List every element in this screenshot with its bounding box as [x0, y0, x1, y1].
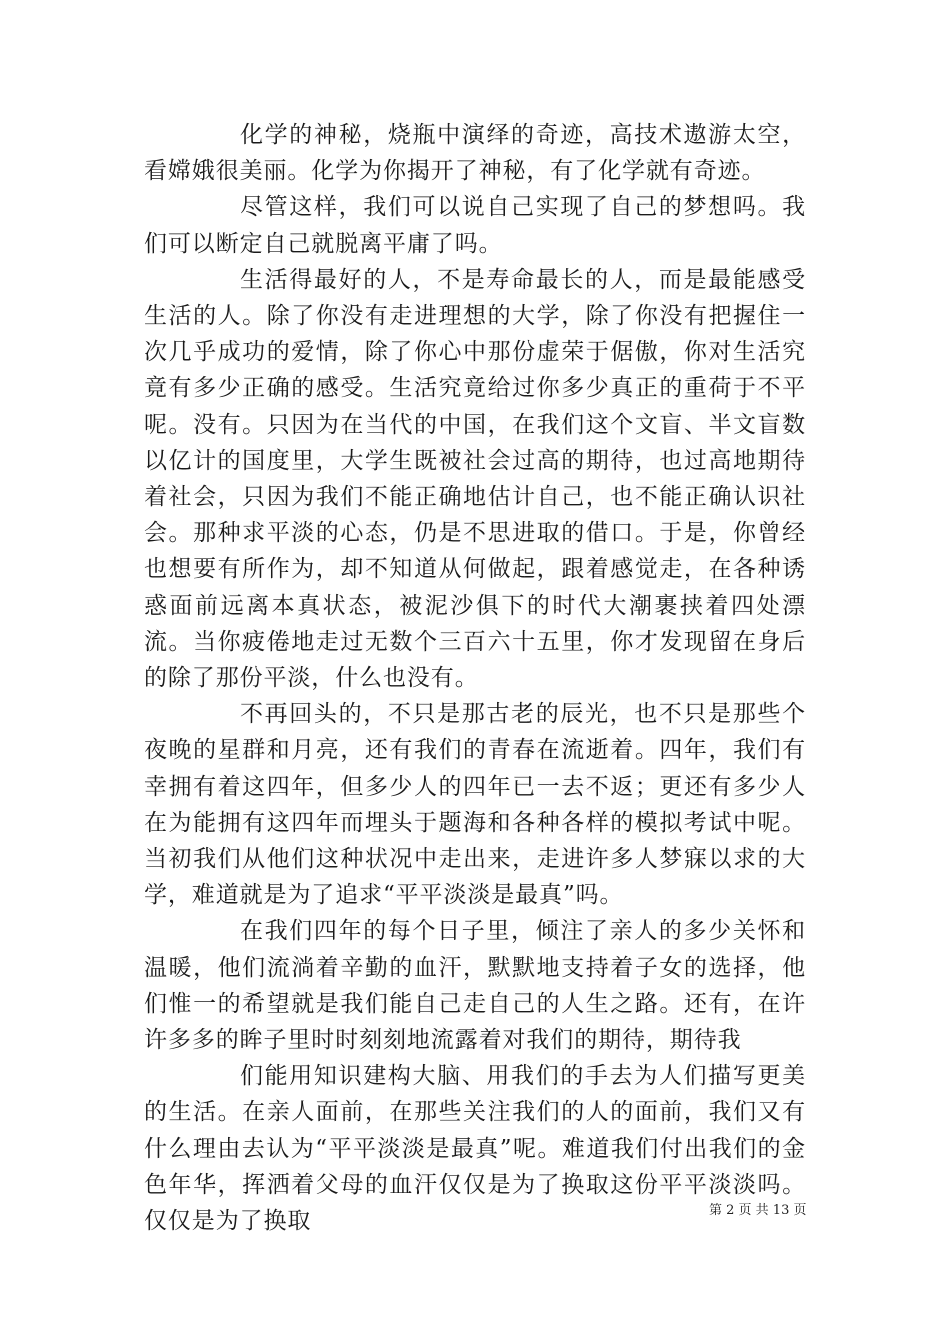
paragraph-youth: 不再回头的，不只是那古老的辰光，也不只是那些个夜晚的星群和月亮，还有我们的青春在流逝着。四年，我们有幸拥有着这四年，但多少人的四年已一去不返；更还有多少人在为能拥有这四年而埋头于题海和各种各样的模拟考试中呢。当初我们从他们这种状况中走出来，走进许多人梦寐以求的大学，难道就是为了追求“平平淡淡是最真”吗。 — [144, 701, 806, 909]
page-number-footer: 第 2 页 共 13 页 — [709, 1203, 807, 1218]
paragraph-dream: 尽管这样，我们可以说自己实现了自己的梦想吗。我们可以断定自己就脱离平庸了吗。 — [144, 194, 806, 257]
paragraph-family: 在我们四年的每个日子里，倾注了亲人的多少关怀和温暖，他们流淌着辛勤的血汗，默默地支持着子女的选择，他们惟一的希望就是我们能自己走自己的人生之路。还有，在许许多多的眸子里时时刻刻地流露着对我们的期待，期待我 — [144, 918, 806, 1054]
document-page — [144, 117, 806, 1239]
paragraph-life: 生活得最好的人，不是寿命最长的人，而是最能感受生活的人。除了你没有走进理想的大学，除了你没有把握住一次几乎成功的爱情，除了你心中那份虚荣于倨傲，你对生活究竟有多少正确的感受。生活究竟给过你多少真正的重荷于不平呢。没有。只因为在当代的中国，在我们这个文盲、半文盲数以亿计的国度里，大学生既被社会过高的期待，也过高地期待着社会，只因为我们不能正确地估计自己，也不能正确认识社会。那种求平淡的心态，仍是不思进取的借口。于是，你曾经也想要有所作为，却不知道从何做起，跟着感觉走，在各种诱惑面前远离本真状态，被泥沙俱下的时代大潮裹挟着四处漂流。当你疲倦地走过无数个三百六十五里，你才发现留在身后的除了那份平淡，什么也没有。 — [144, 266, 806, 692]
paragraph-chemistry: 化学的神秘，烧瓶中演绎的奇迹，高技术遨游太空，看嫦娥很美丽。化学为你揭开了神秘，有了化学就有奇迹。 — [144, 122, 806, 185]
paragraph-knowledge: 们能用知识建构大脑、用我们的手去为人们描写更美的生活。在亲人面前，在那些关注我们的人的面前，我们又有什么理由去认为“平平淡淡是最真”呢。难道我们付出我们的金色年华，挥洒着父母的血汗仅仅是为了换取这份平平淡淡吗。仅仅是为了换取 — [144, 1063, 806, 1235]
